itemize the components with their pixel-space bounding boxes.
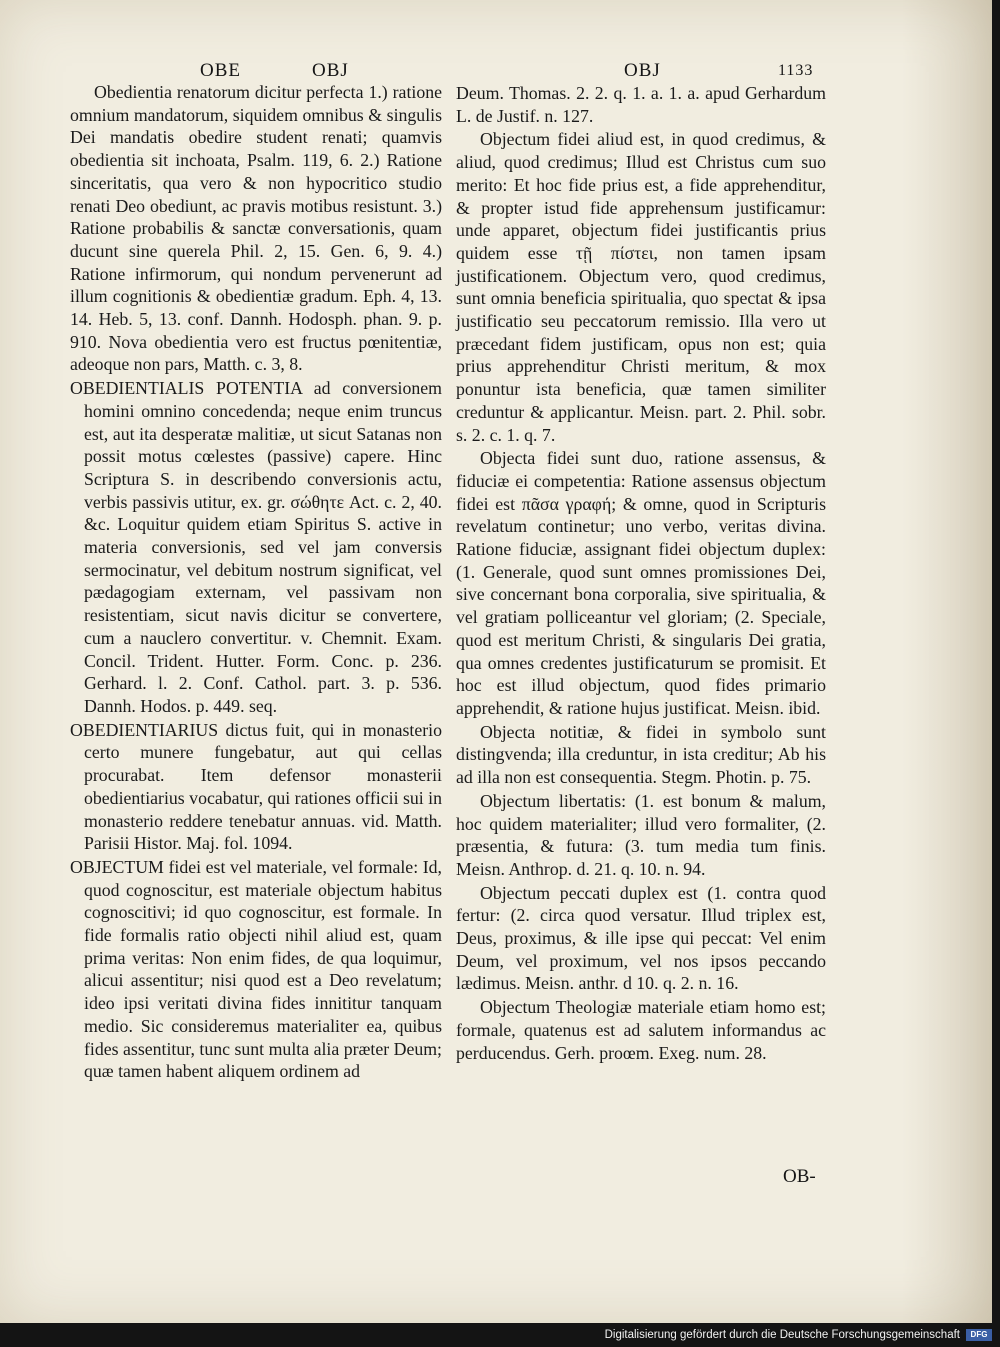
page-number: 1133 [778,62,814,79]
entry-objectum-libertatis: Objectum libertatis: (1. est bonum & malum, hoc quidem materialiter; illud vero formaliter, (2. præsentia, & futura: (3. tum media tum finis. Meisn. Anthrop. d. 21. q. 10. n. 94. [456,790,826,879]
running-head-right: OBJ [624,60,661,81]
entry-obedientiarius: OBEDIENTIARIUS dictus fuit, qui in monasterio certo munere fungebatur, aut qui cellas procurabat. Item defensor monasterii obedientiarius vocabatur, qui rationes officii sui in monasterio reddere tenebatur annuas. vid. Matth. Parisii Histor. Maj. fol. 1094. [70,719,442,854]
entry-objectum-peccati: Objectum peccati duplex est (1. contra quod fertur: (2. circa quod versatur. Illud triplex est, Deus, proximus, & ille ipse qui peccat: Vel enim Deum, vel proximum, vel nos ipsos peccando lædimus. Meisn. anthr. d 10. q. 2. n. 16. [456,882,826,994]
entry-objecta-fidei: Objecta fidei sunt duo, ratione assensus, & fiduciæ ei competentia: Ratione assensus objectum fidei est πᾶσα γραφή; & omne, quod in Scripturis revelatum continetur; uno verbo, veritas divina. Ratione fiduciæ, assignant fidei objectum duplex: (1. Generale, quod sunt omnes promissiones Dei, sive concernant bona corporalia, sive spiritualia, & vel gratiam polliceantur vel gloriam; (2. Speciale, quod est meritum Christi, & singularis Dei gratia, qua omnes credentes justificaturum se promisit. Et hoc est illud objectum, quod fides primario apprehendit, & ratione hujus justificat. Meisn. ibid. [456,448,826,718]
entry-objecta-notitiae: Objecta notitiæ, & fidei in symbolo sunt distingvenda; illa creduntur, in ista creditur; Ab his ad illa non est consequentia. Stegm. Photin. p. 75. [456,721,826,788]
running-head-left-1: OBE [200,60,241,81]
footer-bar [0,1323,1000,1347]
page-edge-shadow [902,0,992,1323]
continuation-paragraph: Deum. Thomas. 2. 2. q. 1. a. 1. a. apud Gerhardum L. de Justif. n. 127. [456,83,826,126]
entry-objectum-fidei: OBJECTUM fidei est vel materiale, vel formale: Id, quod cognoscitur, est materiale objectum habitus cognoscitivi; id quo cognoscitur, est formale. In fide formalis ratio objecti nihil aliud est, quam prima veritas: Non enim fides, de qua loquimur, alicui assentitur; nisi quod est a Deo revelatum; ideo ipsi veritati divina fides innititur tanquam medio. Sic consideremus materialiter ea, quibus fides assentitur, tunc sunt multa alia præter Deum; quæ tamen habent aliquem ordinem ad [70,856,442,1082]
entry-objectum-theologiae: Objectum Theologiæ materiale etiam homo est; formale, quatenus est ad salutem informandus ac perducendus. Gerh. proœm. Exeg. num. 28. [456,997,826,1063]
entry-obedientialis-potentia: OBEDIENTIALIS POTENTIA ad conversionem homini omnino concedenda; neque enim truncus est, aut ita desperatæ malitiæ, ut sicut Satanas non possit motus cœlestes (passive) capere. Hinc Scriptura S. in describendo conversionis actu, verbis passivis utitur, ex. gr. σώθητε Act. c. 2, 40. &c. Loquitur quidem etiam Spiritus S. active in materia conversionis, sed vel jam conversis sermocinatur, vel debitum nostrum significat, vel pædagogiam externam, vel passivam non resistentiam, sicut navis dicitur se convertere, cum a nauclero convertitur. v. Chemnit. Exam. Concil. Trident. Hutter. Form. Conc. p. 236. Gerhard. l. 2. Conf. Cathol. part. 3. p. 536. Dannh. Hodos. p. 449. seq. [70,378,442,716]
entry-objectum-fidei-aliud: Objectum fidei aliud est, in quod credimus, & aliud, quod credimus; Illud est Christus cum suo merito: Et hoc fide prius est, a fide apprehenditur, & propter istud fide apprehensum justificamur: unde apparet, objectum fidei justificantis prius quidem esse τῇ πίστει, non tamen ipsam justificationem. Objectum vero, quod credimus, sunt omnia beneficia spiritualia, quo spectat & ipsa justificatio seu peccatorum remissio. Illa vero ut præcedant fidem justificam, opus non est; quia prius apprehenditur Christi meritum, & mox ponuntur ista beneficia, quæ tamen similiter creduntur & applicantur. Meisn. part. 2. Phil. sobr. s. 2. c. 1. q. 7. [456,129,826,445]
running-head-left-2: OBJ [312,60,349,81]
dfg-logo: DFG [966,1329,992,1341]
right-column [456,82,826,1064]
left-column [70,80,442,1083]
funding-notice: Digitalisierung gefördert durch die Deutsche Forschungsgemeinschaft [604,1329,960,1341]
entry-obedientia-renatorum: Obedientia renatorum dicitur perfecta 1.) ratione omnium mandatorum, siquidem omnibus & singulis Dei mandatis obedire student renati; quamvis obedientia sit inchoata, Psalm. 119, 6. 2.) Ratione sinceritatis, qua vero & non hypocritico studio renati Deo obediunt, ac pravis motibus resistunt. 3.) Ratione probabilis & sanctæ conversationis, quam ducunt sine querela Phil. 2, 15. Gen. 6, 9. 4.) Ratione infirmorum, qui nondum pervenerunt ad illum cognitionis & obedientiæ gradum. Eph. 4, 13. 14. Heb. 5, 13. conf. Dannh. Hodosph. phan. 9. p. 910. Nova obedientia vero est fructus pœnitentiæ, adeoque non pars, Matth. c. 3, 8. [70,82,442,375]
catchword: OB- [783,1166,816,1187]
